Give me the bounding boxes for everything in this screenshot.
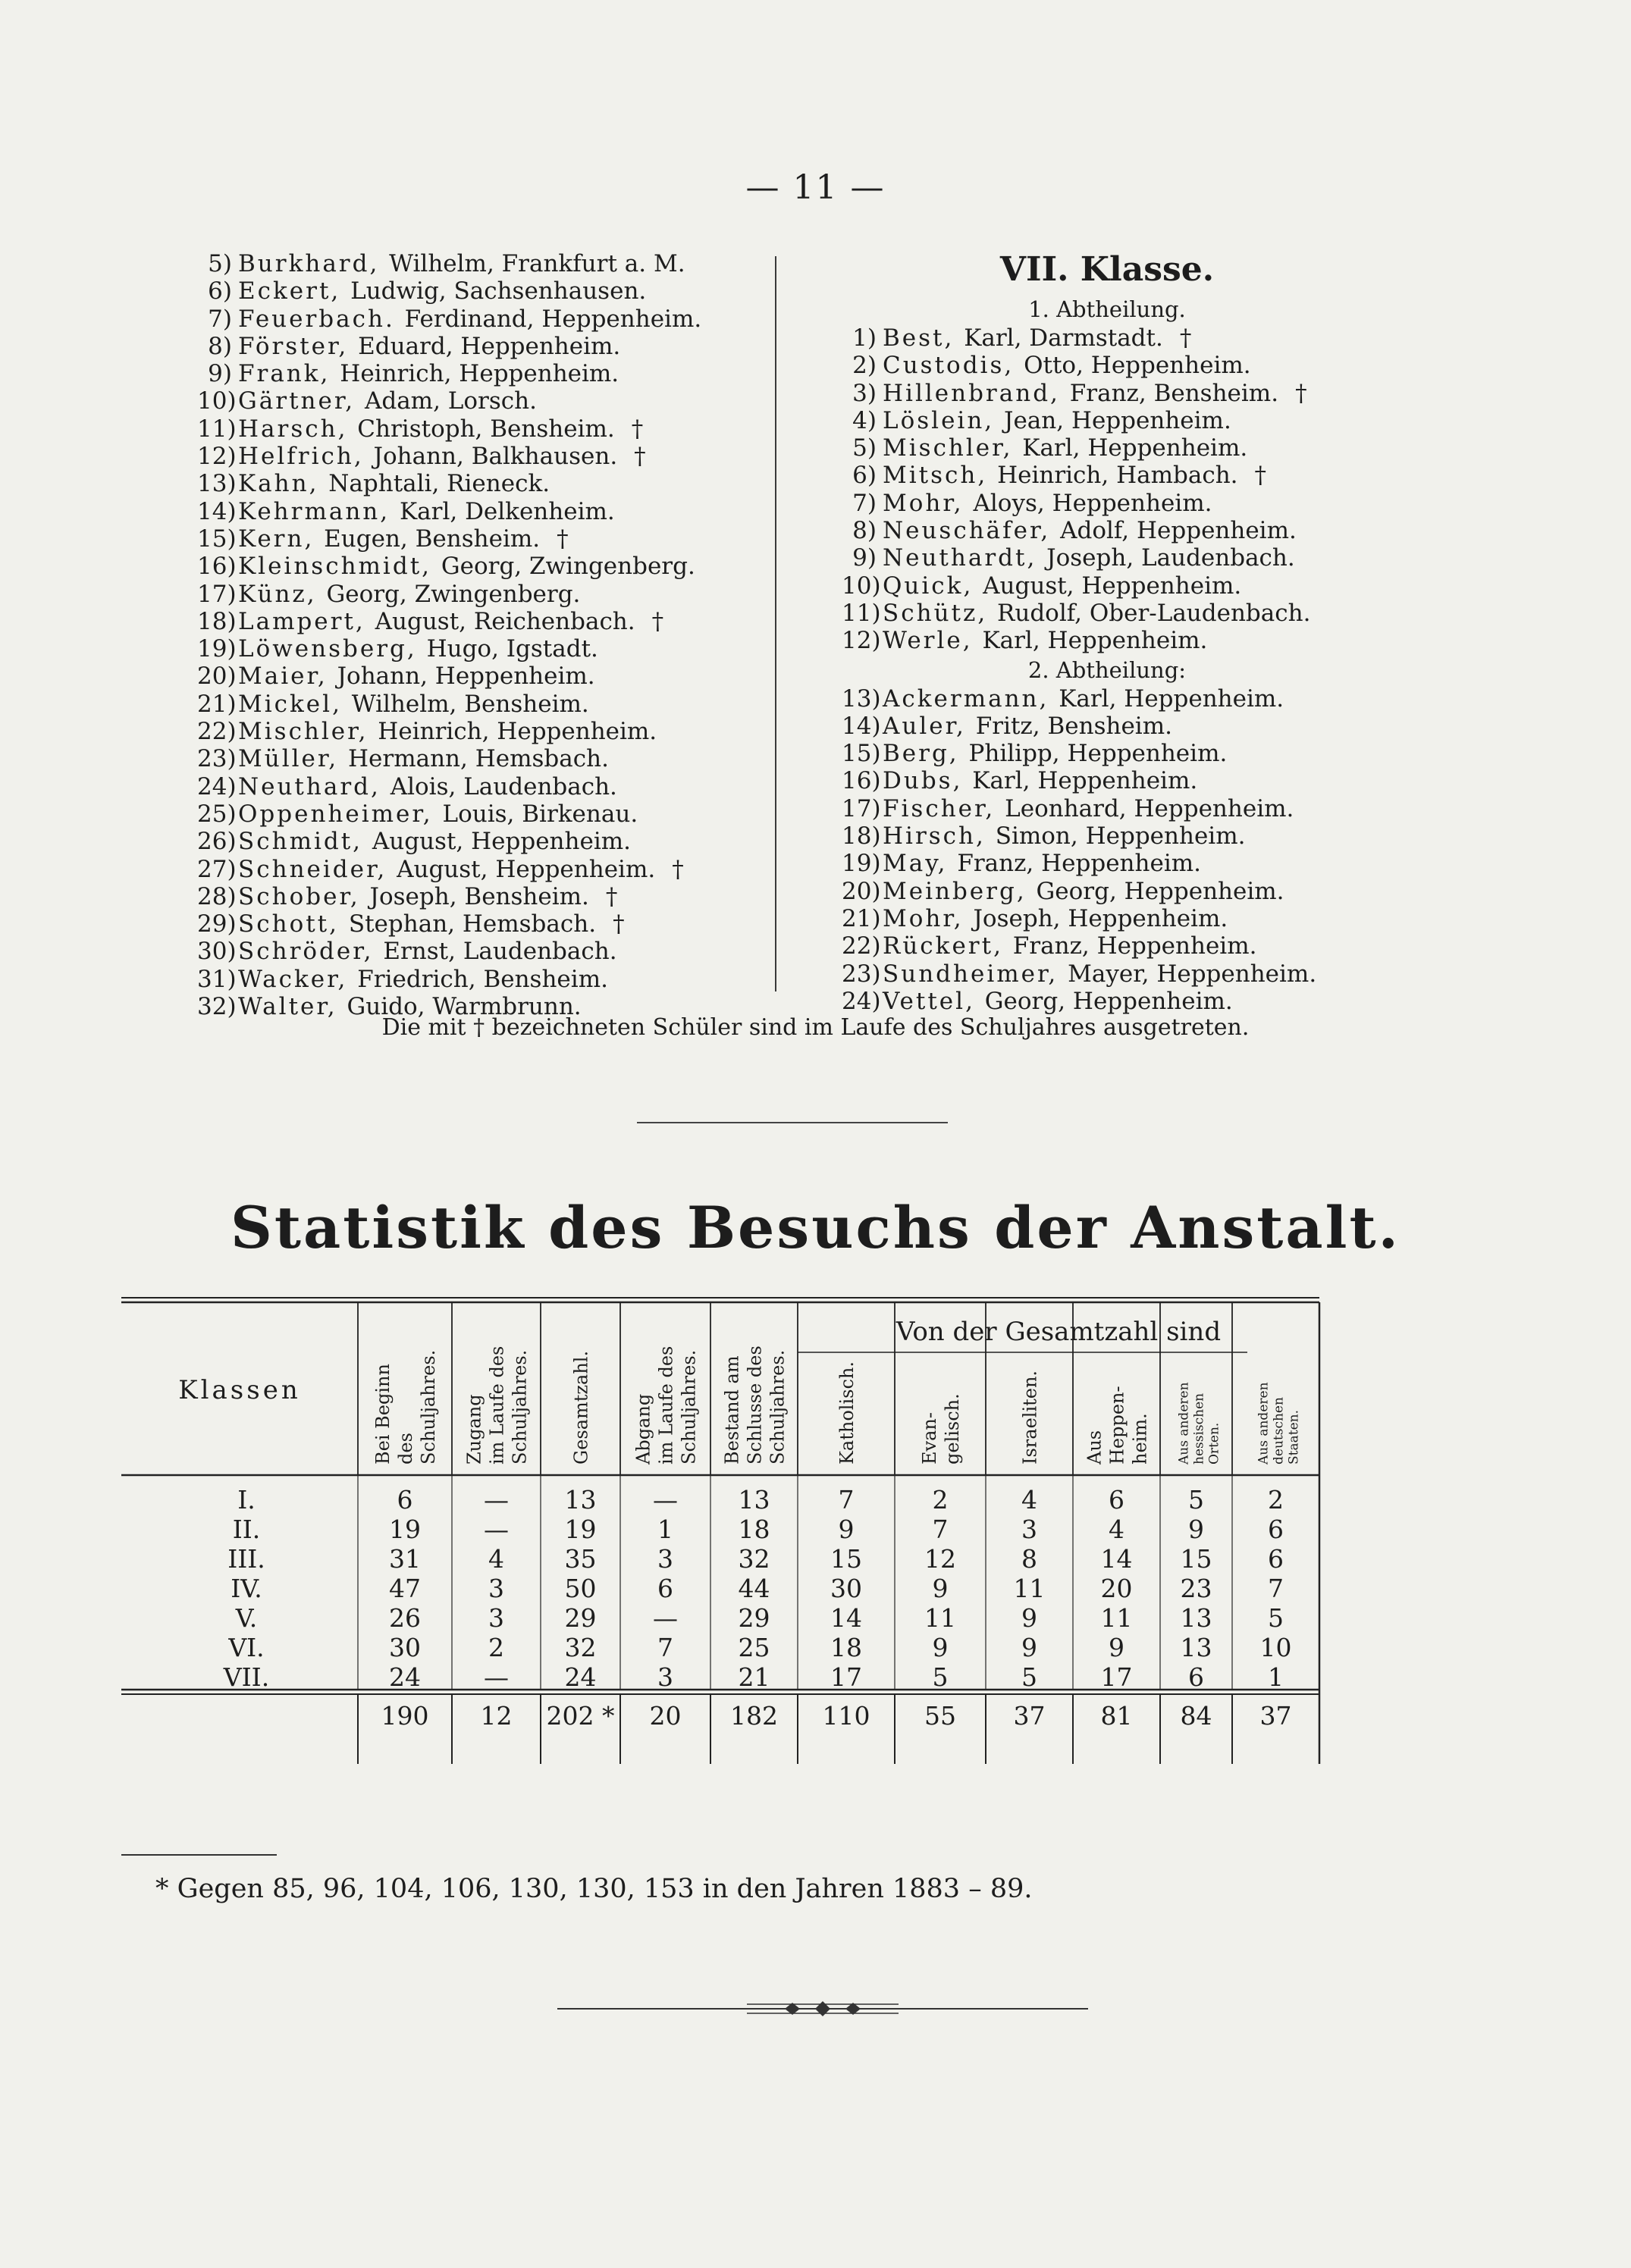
table-cell: 10 — [1259, 1633, 1292, 1662]
surname: Neuthardt, — [883, 544, 1047, 572]
total-cell: 182 — [730, 1701, 778, 1731]
surname: Kehrmann, — [238, 497, 400, 525]
total-cell: 81 — [1100, 1701, 1133, 1731]
table-cell: 21 — [738, 1662, 770, 1692]
column-header: Abgang — [632, 1393, 654, 1464]
given-name-place: Ferdinand, Heppenheim. — [404, 305, 702, 333]
table-cell: 23 — [1180, 1574, 1212, 1603]
table-cell: 47 — [389, 1574, 421, 1603]
item-number: 22) — [842, 932, 881, 960]
given-name-place: August, Heppenheim. — [983, 572, 1242, 600]
surname: Schütz, — [883, 599, 998, 627]
surname: Ackermann, — [883, 684, 1059, 713]
table-cell: — — [484, 1485, 509, 1515]
table-cell: 32 — [564, 1633, 597, 1662]
given-name-place: Karl, Heppenheim. — [1059, 684, 1284, 713]
table-cell: 26 — [389, 1603, 421, 1633]
table-cell: 6 — [657, 1574, 673, 1603]
item-number: 22) — [197, 718, 237, 746]
surname: Fischer, — [883, 794, 1005, 822]
item-number: 23) — [197, 745, 237, 773]
given-name-place: Rudolf, Ober-Laudenbach. — [997, 599, 1311, 627]
table-cell: 7 — [1268, 1574, 1284, 1603]
item-number: 20) — [842, 877, 881, 905]
table-cell: 6 — [1268, 1544, 1284, 1574]
row-label: IV. — [231, 1574, 262, 1603]
table-cell: 18 — [738, 1515, 770, 1544]
given-name-place: Karl, Heppenheim. — [982, 627, 1208, 655]
surname: May, — [883, 850, 958, 878]
surname: Frank, — [238, 360, 340, 388]
surname: Künz, — [238, 580, 327, 608]
table-cell: 2 — [1268, 1485, 1284, 1515]
table-cell: 19 — [389, 1515, 421, 1544]
table-cell: 25 — [738, 1633, 770, 1662]
table-cell: 6 — [397, 1485, 413, 1515]
surname: Custodis, — [883, 352, 1024, 380]
item-number: 17) — [842, 794, 881, 822]
item-number: 6) — [208, 277, 232, 305]
given-name-place: Leonhard, Heppenheim. — [1005, 794, 1294, 822]
given-name-place: Naphtali, Rieneck. — [328, 470, 550, 498]
column-header: heim. — [1129, 1413, 1151, 1464]
total-cell: 37 — [1259, 1701, 1292, 1731]
withdrawn-dagger: † — [613, 910, 625, 938]
given-name-place: Wilhelm, Bensheim. — [351, 690, 589, 718]
table-cell: 5 — [932, 1662, 949, 1692]
surname: Löwensberg, — [238, 635, 427, 663]
table-cell: 17 — [830, 1662, 862, 1692]
surname: Helfrich, — [238, 443, 374, 471]
surname: Löslein, — [883, 406, 1005, 434]
given-name-place: Franz, Heppenheim. — [1012, 932, 1257, 960]
item-number: 7) — [852, 489, 877, 517]
item-number: 13) — [842, 684, 881, 713]
page-number: — 11 — — [745, 168, 886, 207]
table-cell: 3 — [488, 1574, 504, 1603]
item-number: 14) — [197, 497, 237, 525]
given-name-place: Mayer, Heppenheim. — [1068, 960, 1317, 988]
column-header: Aus anderen — [1256, 1382, 1272, 1464]
row-label: VI. — [228, 1633, 265, 1662]
item-number: 10) — [842, 572, 881, 600]
table-cell: 6 — [1268, 1515, 1284, 1544]
item-number: 6) — [852, 462, 877, 490]
table-cell: 2 — [488, 1633, 504, 1662]
table-cell: 18 — [830, 1633, 862, 1662]
item-number: 8) — [208, 332, 232, 360]
column-header: im Laufe des — [655, 1345, 677, 1464]
total-cell: 110 — [822, 1701, 870, 1731]
withdrawn-dagger: † — [605, 882, 618, 910]
item-number: 12) — [842, 627, 881, 655]
table-cell: 30 — [830, 1574, 862, 1603]
given-name-place: Franz, Heppenheim. — [957, 850, 1201, 878]
table-cell: 15 — [1180, 1544, 1212, 1574]
item-number: 11) — [197, 415, 237, 443]
given-name-place: Philipp, Heppenheim. — [968, 740, 1228, 768]
given-name-place: Joseph, Heppenheim. — [973, 904, 1228, 932]
surname: Dubs, — [883, 767, 973, 795]
column-header: Staaten. — [1286, 1410, 1302, 1464]
given-name-place: Karl, Delkenheim. — [399, 497, 615, 525]
total-cell: 190 — [381, 1701, 429, 1731]
given-name-place: Jean, Heppenheim. — [1004, 406, 1231, 434]
table-cell: 5 — [1268, 1603, 1284, 1633]
item-number: 25) — [197, 800, 237, 828]
item-number: 27) — [197, 855, 237, 883]
group-header: Von der Gesamtzahl sind — [895, 1317, 1222, 1347]
surname: Walter, — [238, 993, 347, 1021]
item-number: 12) — [197, 443, 237, 471]
klassen-header: Klassen — [178, 1375, 301, 1405]
withdrawn-dagger: † — [557, 525, 569, 553]
item-number: 9) — [208, 360, 232, 388]
total-cell: 37 — [1013, 1701, 1046, 1731]
surname: Quick, — [883, 572, 983, 600]
table-cell: 35 — [564, 1544, 597, 1574]
surname: Sundheimer, — [883, 960, 1068, 988]
table-cell: 4 — [488, 1544, 504, 1574]
table-cell: 2 — [932, 1485, 949, 1515]
surname: Schober, — [238, 882, 370, 910]
item-number: 32) — [197, 993, 237, 1021]
table-cell: 9 — [1021, 1603, 1037, 1633]
table-cell: 7 — [838, 1485, 855, 1515]
given-name-place: Adam, Lorsch. — [364, 387, 537, 415]
table-cell: 30 — [389, 1633, 421, 1662]
column-header: Gesamtzahl. — [570, 1350, 592, 1464]
column-header: im Laufe des — [486, 1345, 508, 1464]
table-cell: 4 — [1109, 1515, 1124, 1544]
given-name-place: Hugo, Igstadt. — [426, 635, 598, 663]
column-header: Katholisch. — [836, 1361, 858, 1464]
table-cell: 3 — [657, 1544, 673, 1574]
klasse-vii-title: VII. Klasse. — [999, 250, 1215, 289]
abteilung-1-heading: 1. Abtheilung. — [1028, 296, 1186, 322]
item-number: 14) — [842, 712, 881, 740]
column-header: Aus — [1084, 1430, 1106, 1464]
given-name-place: Joseph, Bensheim. — [369, 882, 589, 910]
column-header: gelisch. — [942, 1393, 963, 1464]
item-number: 28) — [197, 882, 237, 910]
surname: Kahn, — [238, 470, 329, 498]
given-name-place: Simon, Heppenheim. — [995, 822, 1246, 850]
item-number: 15) — [842, 740, 881, 768]
table-cell: 11 — [1100, 1603, 1133, 1633]
given-name-place: Friedrich, Bensheim. — [357, 965, 608, 993]
item-number: 17) — [197, 580, 237, 608]
item-number: 16) — [197, 553, 237, 581]
withdrawn-dagger: † — [651, 607, 664, 635]
column-header: Schuljahres. — [678, 1349, 700, 1464]
given-name-place: Alois, Laudenbach. — [390, 772, 617, 800]
table-cell: 5 — [1188, 1485, 1204, 1515]
given-name-place: August, Heppenheim. — [372, 828, 631, 856]
column-header: hessischen — [1191, 1392, 1207, 1464]
item-number: 15) — [197, 525, 237, 553]
item-number: 2) — [852, 352, 877, 380]
withdrawn-dagger: † — [634, 443, 646, 471]
statistics-title: Statistik des Besuchs der Anstalt. — [230, 1194, 1401, 1261]
row-label: I. — [237, 1485, 256, 1515]
given-name-place: Karl, Heppenheim. — [972, 767, 1198, 795]
table-cell: 9 — [838, 1515, 855, 1544]
surname: Neuthard, — [238, 772, 390, 800]
item-number: 23) — [842, 960, 881, 988]
table-cell: 29 — [738, 1603, 770, 1633]
surname: Schröder, — [238, 938, 384, 966]
given-name-place: Karl, Darmstadt. — [964, 324, 1163, 352]
table-cell: 24 — [564, 1662, 597, 1692]
surname: Kleinschmidt, — [238, 553, 441, 581]
table-cell: — — [653, 1603, 678, 1633]
item-number: 9) — [852, 544, 877, 572]
surname: Feuerbach. — [238, 305, 405, 333]
total-cell: 202 * — [546, 1701, 615, 1731]
surname: Harsch, — [238, 415, 358, 443]
surname: Kern, — [238, 525, 325, 553]
surname: Mickel, — [238, 690, 352, 718]
surname: Meinberg, — [883, 877, 1037, 905]
surname: Hillenbrand, — [883, 379, 1070, 407]
column-header: Schuljahres. — [767, 1349, 789, 1464]
footnote: * Gegen 85, 96, 104, 106, 130, 130, 153 in den Jahren 1883 – 89. — [155, 1874, 1033, 1904]
item-number: 30) — [197, 938, 237, 966]
row-label: V. — [235, 1603, 258, 1633]
column-header: deutschen — [1271, 1397, 1287, 1464]
surname: Berg, — [883, 740, 969, 768]
surname: Schmidt, — [238, 828, 372, 856]
item-number: 19) — [842, 850, 881, 878]
withdrawn-dagger: † — [1254, 462, 1267, 490]
table-cell: 12 — [924, 1544, 956, 1574]
total-cell: 12 — [480, 1701, 513, 1731]
table-cell: 3 — [1021, 1515, 1037, 1544]
given-name-place: Adolf, Heppenheim. — [1060, 517, 1297, 545]
table-cell: 50 — [564, 1574, 597, 1603]
total-cell: 20 — [649, 1701, 682, 1731]
table-cell: 29 — [564, 1603, 597, 1633]
given-name-place: Heinrich, Heppenheim. — [340, 360, 619, 388]
surname: Mohr, — [883, 489, 974, 517]
table-cell: 19 — [564, 1515, 597, 1544]
surname: Gärtner, — [238, 387, 365, 415]
item-number: 18) — [197, 607, 237, 635]
table-cell: 44 — [738, 1574, 770, 1603]
item-number: 11) — [842, 599, 881, 627]
table-cell: 9 — [932, 1574, 949, 1603]
row-label: III. — [227, 1544, 265, 1574]
withdrawn-dagger: † — [672, 855, 684, 883]
table-cell: 9 — [1021, 1633, 1037, 1662]
table-cell: 6 — [1188, 1662, 1204, 1692]
withdrawn-dagger: † — [1295, 379, 1307, 407]
surname: Müller, — [238, 745, 349, 773]
given-name-place: Christoph, Bensheim. — [357, 415, 615, 443]
surname: Rückert, — [883, 932, 1013, 960]
item-number: 7) — [208, 305, 232, 333]
table-cell: 17 — [1100, 1662, 1133, 1692]
column-header: Heppen- — [1106, 1386, 1128, 1464]
surname: Wacker, — [238, 965, 358, 993]
item-number: 24) — [842, 987, 881, 1015]
withdrawn-dagger: † — [631, 415, 644, 443]
table-cell: 31 — [389, 1544, 421, 1574]
column-header: Bei Beginn — [372, 1364, 394, 1464]
column-header: Schlusse des — [744, 1345, 766, 1464]
table-cell: 9 — [932, 1633, 949, 1662]
given-name-place: Georg, Heppenheim. — [984, 987, 1233, 1015]
table-cell: — — [653, 1485, 678, 1515]
table-cell: 13 — [738, 1485, 770, 1515]
withdrawn-dagger: † — [1179, 324, 1192, 352]
given-name-place: August, Reichenbach. — [375, 607, 635, 635]
column-header: Aus anderen — [1176, 1382, 1192, 1464]
item-number: 1) — [852, 324, 877, 352]
table-cell: 3 — [488, 1603, 504, 1633]
item-number: 4) — [852, 406, 877, 434]
surname: Oppenheimer, — [238, 800, 443, 828]
withdrawn-note: Die mit † bezeichneten Schüler sind im Laufe des Schuljahres ausgetreten. — [381, 1014, 1250, 1041]
total-cell: 84 — [1180, 1701, 1212, 1731]
given-name-place: Stephan, Hemsbach. — [348, 910, 597, 938]
given-name-place: Heinrich, Hambach. — [997, 462, 1238, 490]
given-name-place: Guido, Warmbrunn. — [347, 993, 582, 1021]
given-name-place: Ludwig, Sachsenhausen. — [350, 277, 647, 305]
given-name-place: Georg, Heppenheim. — [1036, 877, 1284, 905]
table-cell: 7 — [932, 1515, 949, 1544]
surname: Lampert, — [238, 607, 375, 635]
surname: Neuschäfer, — [883, 517, 1061, 545]
table-cell: 9 — [1188, 1515, 1204, 1544]
table-cell: 13 — [564, 1485, 597, 1515]
given-name-place: Georg, Zwingenberg. — [441, 553, 695, 581]
surname: Maier, — [238, 663, 337, 691]
column-header: Schuljahres. — [418, 1349, 439, 1464]
surname: Mitsch, — [883, 462, 998, 490]
surname: Schneider, — [238, 855, 397, 883]
given-name-place: Heinrich, Heppenheim. — [378, 718, 657, 746]
table-cell: 13 — [1180, 1633, 1212, 1662]
item-number: 26) — [197, 828, 237, 856]
surname: Vettel, — [883, 987, 985, 1015]
surname: Eckert, — [238, 277, 351, 305]
surname: Best, — [883, 324, 964, 352]
item-number: 24) — [197, 772, 237, 800]
given-name-place: August, Heppenheim. — [397, 855, 656, 883]
given-name-place: Karl, Heppenheim. — [1022, 434, 1248, 462]
item-number: 18) — [842, 822, 881, 850]
surname: Hirsch, — [883, 822, 996, 850]
given-name-place: Johann, Balkhausen. — [373, 443, 618, 471]
item-number: 20) — [197, 663, 237, 691]
column-header: Zugang — [463, 1394, 485, 1464]
table-cell: 5 — [1021, 1662, 1037, 1692]
given-name-place: Ernst, Laudenbach. — [383, 938, 617, 966]
surname: Mischler, — [883, 434, 1023, 462]
table-cell: 4 — [1021, 1485, 1037, 1515]
item-number: 10) — [197, 387, 237, 415]
table-cell: 11 — [1013, 1574, 1046, 1603]
surname: Werle, — [883, 627, 983, 655]
given-name-place: Aloys, Heppenheim. — [973, 489, 1212, 517]
item-number: 3) — [852, 379, 877, 407]
given-name-place: Eugen, Bensheim. — [324, 525, 541, 553]
table-cell: 6 — [1109, 1485, 1124, 1515]
column-header: Schuljahres. — [509, 1349, 531, 1464]
given-name-place: Eduard, Heppenheim. — [358, 332, 621, 360]
table-cell: 1 — [657, 1515, 673, 1544]
table-cell: 14 — [830, 1603, 862, 1633]
table-cell: 13 — [1180, 1603, 1212, 1633]
column-header: Israeliten. — [1019, 1370, 1041, 1464]
item-number: 29) — [197, 910, 237, 938]
given-name-place: Wilhelm, Frankfurt a. M. — [389, 250, 685, 277]
item-number: 19) — [197, 635, 237, 663]
ornament-divider — [557, 1994, 1088, 2024]
column-header: Bestand am — [721, 1355, 743, 1464]
item-number: 5) — [852, 434, 877, 462]
table-cell: 32 — [738, 1544, 770, 1574]
given-name-place: Johann, Heppenheim. — [337, 663, 595, 691]
table-cell: 24 — [389, 1662, 421, 1692]
given-name-place: Hermann, Hemsbach. — [348, 745, 609, 773]
row-label: VII. — [223, 1662, 270, 1692]
column-header: Orten. — [1206, 1422, 1222, 1464]
given-name-place: Fritz, Bensheim. — [975, 712, 1172, 740]
given-name-place: Joseph, Laudenbach. — [1046, 544, 1295, 572]
surname: Mohr, — [883, 904, 974, 932]
table-cell: — — [484, 1662, 509, 1692]
table-cell: 8 — [1021, 1544, 1037, 1574]
given-name-place: Louis, Birkenau. — [442, 800, 638, 828]
item-number: 13) — [197, 470, 237, 498]
table-cell: 7 — [657, 1633, 673, 1662]
footnote-rule — [121, 1854, 277, 1856]
surname: Förster, — [238, 332, 359, 360]
item-number: 16) — [842, 767, 881, 795]
table-cell: 3 — [657, 1662, 673, 1692]
table-cell: 14 — [1100, 1544, 1133, 1574]
given-name-place: Otto, Heppenheim. — [1024, 352, 1251, 380]
column-header: Evan- — [919, 1412, 940, 1464]
item-number: 8) — [852, 517, 877, 545]
item-number: 5) — [208, 250, 232, 277]
total-cell: 55 — [924, 1701, 956, 1731]
table-cell: 15 — [830, 1544, 862, 1574]
table-cell: 20 — [1100, 1574, 1133, 1603]
abteilung-2-heading: 2. Abtheilung: — [1027, 656, 1187, 683]
column-header: des — [395, 1433, 416, 1464]
item-number: 21) — [197, 690, 237, 718]
surname: Schott, — [238, 910, 349, 938]
table-cell: — — [484, 1515, 509, 1544]
table-cell: 11 — [924, 1603, 956, 1633]
table-cell: 1 — [1268, 1662, 1284, 1692]
surname: Mischler, — [238, 718, 378, 746]
item-number: 31) — [197, 965, 237, 993]
row-label: II. — [232, 1515, 261, 1544]
given-name-place: Georg, Zwingenberg. — [326, 580, 581, 608]
surname: Auler, — [883, 712, 976, 740]
item-number: 21) — [842, 904, 881, 932]
table-cell: 9 — [1109, 1633, 1124, 1662]
given-name-place: Franz, Bensheim. — [1069, 379, 1279, 407]
surname: Burkhard, — [238, 250, 390, 277]
